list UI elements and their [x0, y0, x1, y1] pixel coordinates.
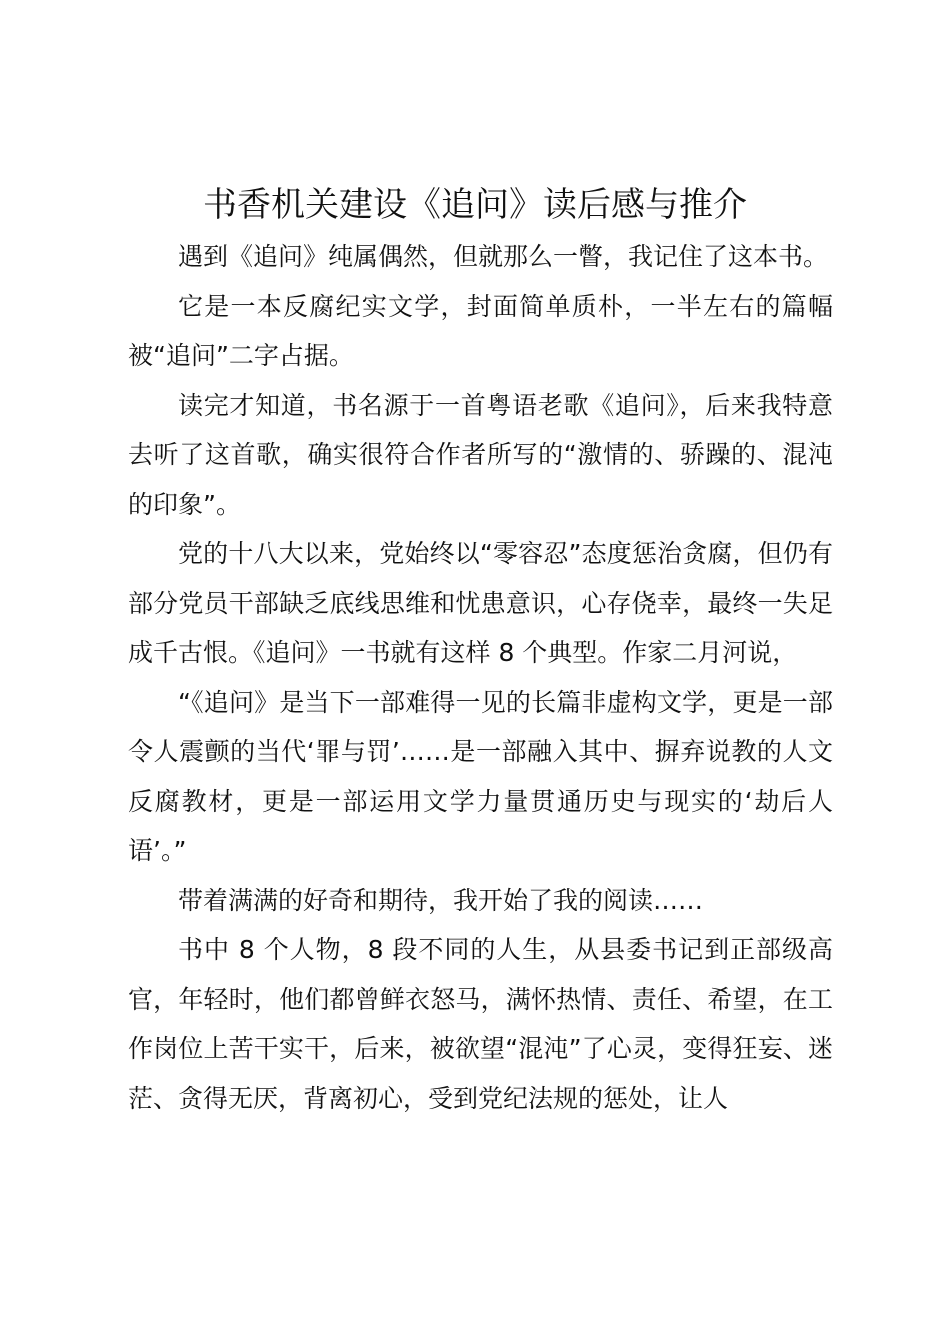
paragraph: 它是一本反腐纪实文学，封面简单质朴，一半左右的篇幅被“追问”二字占据。: [128, 291, 833, 370]
paragraph: 带着满满的好奇和期待，我开始了我的阅读……: [178, 885, 704, 915]
paragraph: 读完才知道，书名源于一首粤语老歌《追问》，后来我特意去听了这首歌，确实很符合作者所写的“激情的、骄躁的、混沌的印象”。: [128, 390, 833, 519]
document-body: [128, 232, 833, 1123]
paragraph: 党的十八大以来，党始终以“零容忍”态度惩治贪腐，但仍有部分党员干部缺乏底线思维和忧患意识，心存侥幸，最终一失足成千古恨。《追问》一书就有这样 8 个典型。作家二月河说，: [128, 539, 833, 667]
paragraph: 遇到《追问》纯属偶然，但就那么一瞥，我记住了这本书。: [178, 242, 829, 271]
paragraph: “《追问》是当下一部难得一见的长篇非虚构文学，更是一部令人震颤的当代‘罪与罚’……是一部融入其中、摒弃说教的人文反腐教材，更是一部运用文学力量贯通历史与现实的‘劫后人语’。”: [128, 687, 833, 865]
paragraph: 书中 8 个人物，8 段不同的人生，从县委书记到正部级高官，年轻时，他们都曾鲜衣怒马，满怀热情、责任、希望，在工作岗位上苦干实干，后来，被欲望“混沌”了心灵，变得狂妄、迷茫、贪得无厌，背离初心，受到党纪法规的惩处，让人: [128, 935, 833, 1113]
document-title: 书香机关建设《追问》读后感与推介: [203, 185, 747, 225]
